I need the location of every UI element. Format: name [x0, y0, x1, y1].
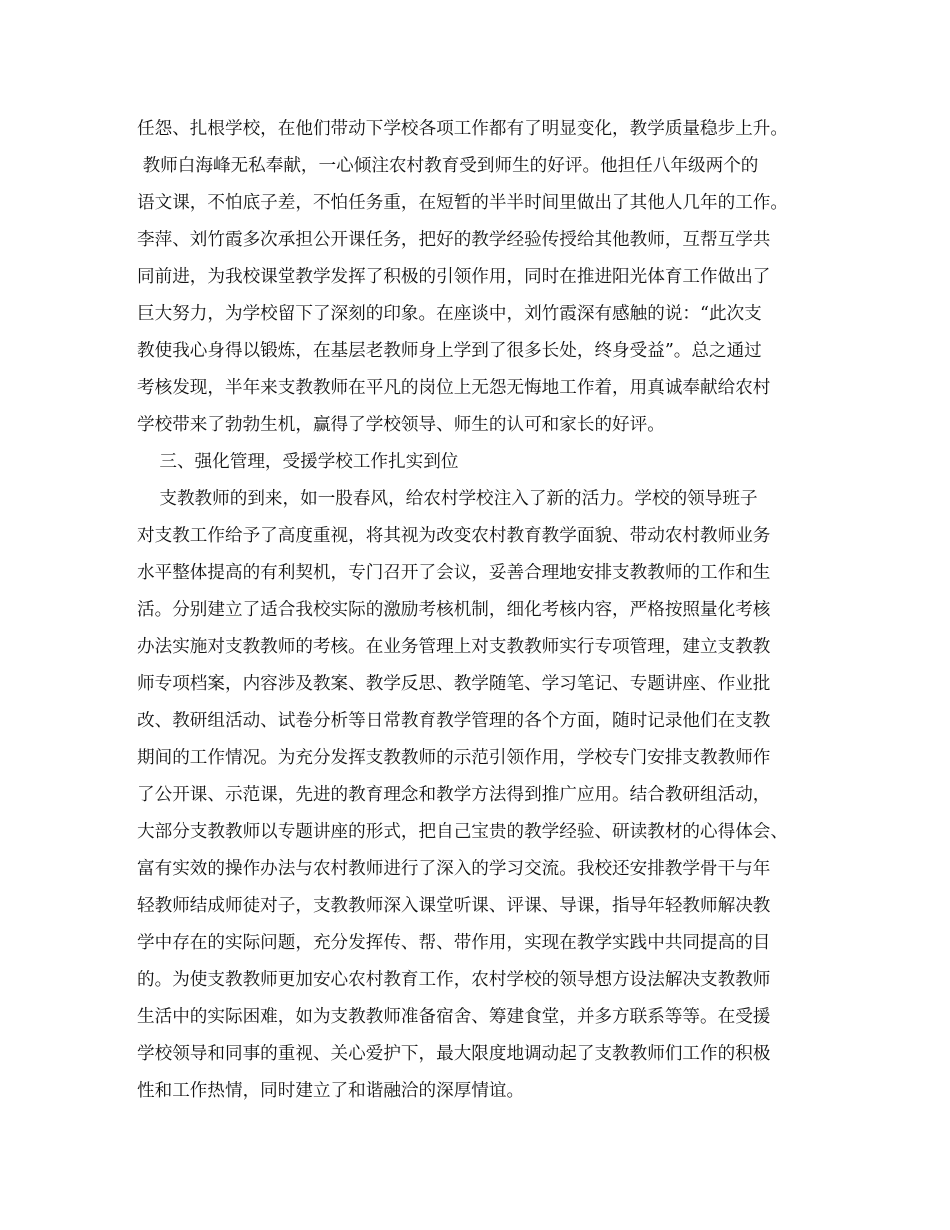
text-line: 性和工作热情，同时建立了和谐融洽的深厚情谊。 [137, 1081, 525, 1101]
text-line: 了公开课、示范课，先进的教育理念和教学方法得到推广应用。结合教研组活动， [137, 785, 771, 805]
document-body [137, 111, 827, 1110]
text-line: 大部分支教教师以专题讲座的形式，把自己宝贵的教学经验、研读教材的心得体会、 [137, 822, 788, 842]
text-line: 改、教研组活动、试卷分析等日常教育教学管理的各个方面，随时记录他们在支教 [137, 711, 771, 731]
text-line: 富有实效的操作办法与农村教师进行了深入的学习交流。我校还安排教学骨干与年 [137, 859, 771, 879]
text-line: 学中存在的实际问题，充分发挥传、帮、带作用，实现在教学实践中共同提高的目 [137, 933, 771, 953]
text-line: 的。为使支教教师更加安心农村教育工作，农村学校的领导想方设法解决支教教师 [137, 970, 771, 990]
text-line: 水平整体提高的有利契机，专门召开了会议，妥善合理地安排支教教师的工作和生 [137, 563, 771, 583]
text-line: 期间的工作情况。为充分发挥支教教师的示范引领作用，学校专门安排支教教师作 [137, 748, 771, 768]
text-line: 教师白海峰无私奉献，一心倾注农村教育受到师生的好评。他担任八年级两个的 [137, 156, 759, 176]
text-line: 考核发现，半年来支教教师在平凡的岗位上无怨无悔地工作着，用真诚奉献给农村 [137, 378, 771, 398]
text-line: 活。分别建立了适合我校实际的激励考核机制，细化考核内容，严格按照量化考核 [137, 600, 771, 620]
text-line: 教使我心身得以锻炼，在基层老教师身上学到了很多长处，终身受益”。总之通过 [137, 341, 762, 361]
text-line: 支教教师的到来，如一股春风，给农村学校注入了新的活力。学校的领导班子 [137, 489, 758, 509]
text-line: 轻教师结成师徒对子，支教教师深入课堂听课、评课、导课，指导年轻教师解决教 [137, 896, 771, 916]
text-line: 师专项档案，内容涉及教案、教学反思、教学随笔、学习笔记、专题讲座、作业批 [137, 674, 771, 694]
text-line: 学校带来了勃勃生机，赢得了学校领导、师生的认可和家长的好评。 [137, 415, 665, 435]
text-line: 任怨、扎根学校，在他们带动下学校各项工作都有了明显变化，教学质量稳步上升。 [137, 119, 788, 139]
text-line: 对支教工作给予了高度重视，将其视为改变农村教育教学面貌、带动农村教师业务 [137, 526, 771, 546]
text-line: 学校领导和同事的重视、关心爱护下，最大限度地调动起了支教教师们工作的积极 [137, 1044, 771, 1064]
text-line: 语文课，不怕底子差，不怕任务重，在短暂的半半时间里做出了其他人几年的工作。 [137, 193, 788, 213]
text-line: 巨大努力，为学校留下了深刻的印象。在座谈中，刘竹霞深有感触的说：“此次支 [137, 304, 762, 324]
text-line: 生活中的实际困难，如为支教教师准备宿舍、筹建食堂，并多方联系等等。在受援 [137, 1007, 771, 1027]
section-heading: 三、强化管理，受援学校工作扎实到位 [137, 452, 459, 472]
text-line: 李萍、刘竹霞多次承担公开课任务，把好的教学经验传授给其他教师，互帮互学共 [137, 230, 771, 250]
text-line: 同前进，为我校课堂教学发挥了积极的引领作用，同时在推进阳光体育工作做出了 [137, 267, 771, 287]
text-line: 办法实施对支教教师的考核。在业务管理上对支教教师实行专项管理，建立支教教 [137, 637, 771, 657]
